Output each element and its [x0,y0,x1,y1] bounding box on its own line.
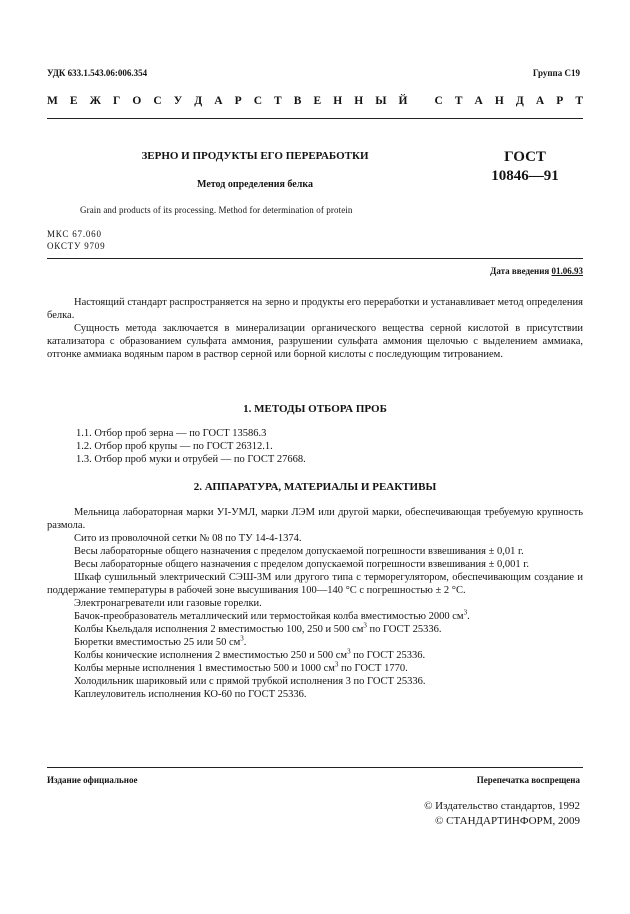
banner-letter: Д [194,95,203,107]
text-run: Бачок-преобразователь металлический или термостойкая колба вместимостью 2000 см [74,611,464,622]
banner-letter: А [474,95,483,107]
superscript: 3 [347,647,351,656]
mks-code: МКС 67.060 [47,229,102,239]
header-divider [47,118,583,119]
sampling-list [76,427,306,466]
text-run: по ГОСТ 25336. [350,650,426,661]
equipment-paragraph [47,623,583,636]
equipment-paragraph [47,649,583,662]
footer-divider [47,767,583,768]
equipment-paragraph [47,662,583,675]
banner-letter: О [132,95,142,107]
banner-letter: Н [354,95,364,107]
banner-letter: С [153,95,162,107]
english-title: Grain and products of its processing. Method for determination of protein [80,205,353,215]
text-run: по ГОСТ 25336. [366,624,442,635]
section-heading: 2. АППАРАТУРА, МАТЕРИАЛЫ И РЕАКТИВЫ [193,481,437,493]
list-item: 1.1. Отбор проб зерна — по ГОСТ 13586.3 [76,428,267,439]
text-run: Колбы мерные исполнения 1 вместимостью 500 и 1000 см [74,663,335,674]
equipment-paragraph: Сито из проволочной сетки № 08 по ТУ 14-4-1374. [74,533,302,544]
equipment-paragraph: Шкаф сушильный электрический СЭШ-3М или другого типа с терморегулятором, обеспечивающим создание и поддержание температуры в рабочей зоне высушивания 100—140 °С с погрешностью ± 2 °С. [47,572,583,596]
okstu-code: ОКСТУ 9709 [47,241,106,251]
superscript: 3 [363,621,367,630]
banner-letter: Р [234,95,242,107]
banner-letter: Т [454,95,463,107]
equipment-paragraph: Мельница лабораторная марки УI-УМЛ, марки ЛЭМ или другой марки, обеспечивающая требуемую крупность размола. [47,507,583,531]
equipment-paragraph: Весы лабораторные общего назначения с пределом допускаемой погрешности взвешивания ± 0,001 г. [74,559,529,570]
intro-paragraph: Настоящий стандарт распространяется на зерно и продукты его переработки и устанавливает метод определения белка. [47,297,583,321]
banner-letter: Ж [89,95,101,107]
banner-letter: Р [556,95,564,107]
intro-date-label: Дата введения [490,266,550,276]
section-heading: 1. МЕТОДЫ ОТБОРА ПРОБ [243,403,387,415]
banner-letter: Т [575,95,583,107]
banner-letter: В [293,95,302,107]
superscript: 3 [463,608,468,617]
text-run: Колбы конические исполнения 2 вместимостью 250 и 500 см [74,650,348,661]
banner-letter: Й [398,95,408,107]
page-title: ЗЕРНО И ПРОДУКТЫ ЕГО ПЕРЕРАБОТКИ [141,150,369,162]
banner-letter: С [434,95,443,107]
text-run: Колбы Кьельдаля исполнения 2 вместимостью 100, 250 и 500 см [74,624,364,635]
classification-codes [47,228,105,252]
equipment-paragraph [47,636,583,649]
intro-date-value: 01.06.93 [551,266,583,276]
banner-letter: Т [274,95,282,107]
banner-letter: М [47,95,58,107]
gost-designation [480,148,570,186]
reprint-prohibited-note: Перепечатка воспрещена [476,775,580,785]
intro-section [47,296,583,361]
meta-divider [47,258,583,259]
text-run: Бюретки вместимостью 25 или 50 см [74,637,241,648]
copyright-block [424,799,580,829]
banner-letter: А [214,95,223,107]
banner-letter: Г [113,95,121,107]
superscript: 3 [240,634,244,643]
copyright-line: © Издательство стандартов, 1992 [424,800,580,812]
text-run: . [467,611,470,622]
interstate-standard-banner [47,95,583,107]
intro-paragraph: Сущность метода заключается в минерализации органического вещества серной кислотой в присутствии катализатора с образованием сульфата аммония, разрушении сульфата аммония щелочью с выделением аммиака, отгонке аммиака водяным паром в раствор серной или борной кислоты с последующим титрованием. [47,323,583,360]
gost-number: 10846—91 [491,168,559,184]
copyright-line: © СТАНДАРТИНФОРМ, 2009 [435,815,580,827]
list-item: 1.3. Отбор проб муки и отрубей — по ГОСТ 27668. [76,454,306,465]
official-edition-note: Издание официальное [47,775,138,785]
equipment-paragraph: Весы лабораторные общего назначения с пределом допускаемой погрешности взвешивания ± 0,01 г. [74,546,524,557]
banner-letter: Д [515,95,524,107]
equipment-paragraph: Каплеуловитель исполнения КО-60 по ГОСТ 25336. [74,689,307,700]
banner-letter: Н [494,95,504,107]
text-run: по ГОСТ 1770. [338,663,408,674]
page-subtitle: Метод определения белка [197,179,313,190]
banner-letter: Е [313,95,322,107]
equipment-paragraph: Электронагреватели или газовые горелки. [74,598,262,609]
group-code: Группа С19 [532,68,580,78]
udk-code: УДК 633.1.543.06:006.354 [47,68,148,78]
superscript: 3 [334,660,339,669]
equipment-paragraph: Холодильник шариковый или с прямой трубкой исполнения 3 по ГОСТ 25336. [74,676,426,687]
list-item: 1.2. Отбор проб крупы — по ГОСТ 26312.1. [76,441,273,452]
banner-letter: Ы [375,95,387,107]
banner-letter [420,95,423,107]
equipment-section [47,506,583,701]
banner-letter: У [173,95,183,107]
gost-word: ГОСТ [504,149,546,165]
banner-letter: С [253,95,262,107]
equipment-paragraph [47,610,583,623]
banner-letter: А [535,95,545,107]
text-run: . [243,637,247,648]
banner-letter: Е [69,95,78,107]
introduction-date [490,266,583,276]
banner-letter: Н [333,95,343,107]
